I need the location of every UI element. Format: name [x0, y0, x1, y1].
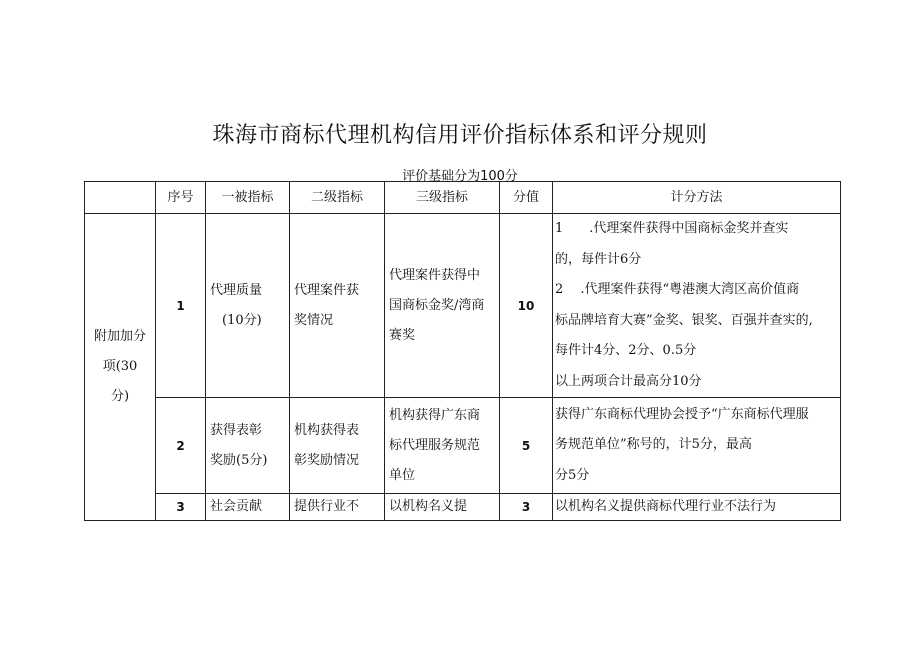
level1-cell: 社会贡献: [206, 494, 290, 521]
score-cell: 5: [500, 398, 553, 494]
method-line: 获得广东商标代理协会授予“广东商标代理服: [555, 406, 809, 422]
level3-cell: [385, 214, 500, 398]
header-method: 计分方法: [553, 182, 841, 214]
level1-line1: 获得表彰: [210, 422, 263, 438]
level2-line2: 彰奖励情况: [294, 452, 360, 468]
level1-line2: (10分): [222, 312, 262, 328]
method-line: 每件计4分、2分、0.5分: [555, 343, 697, 358]
level3-line3: 单位: [389, 467, 416, 483]
level2-cell: [290, 398, 385, 494]
level1-cell: [206, 214, 290, 398]
header-seq: 序号: [156, 182, 206, 214]
group-cell: [85, 214, 156, 521]
seq-cell: 2: [156, 398, 206, 494]
header-score: 分值: [500, 182, 553, 214]
group-label-line1: 附加加分: [93, 329, 146, 344]
level3-line2: 标代理服务规范: [389, 437, 481, 453]
group-label-line3: 分): [110, 389, 130, 404]
page-title: 珠海市商标代理机构信用评价指标体系和评分规则: [212, 123, 708, 148]
level1-cell: [206, 398, 290, 494]
method-line: 的，每件计6分: [555, 251, 642, 267]
level3-cell: [385, 398, 500, 494]
level2-line1: 代理案件获: [294, 282, 360, 298]
level2-line2: 奖情况: [294, 312, 334, 328]
group-label-line2: 项(30: [102, 359, 138, 374]
method-line: 分5分: [555, 467, 590, 483]
table-row: [85, 214, 841, 398]
table-row: [85, 398, 841, 494]
method-line: 以上两项合计最高分10分: [555, 373, 702, 389]
header-level3: 三级指标: [385, 182, 500, 214]
level2-line1: 机构获得表: [294, 422, 360, 438]
header-blank: [85, 182, 156, 214]
level1-line2: 奖励(5分): [210, 452, 268, 468]
seq-cell: 1: [156, 214, 206, 398]
level3-line2: 国商标金奖/湾商: [389, 297, 485, 313]
header-row: [85, 182, 841, 214]
score-cell: 10: [500, 214, 553, 398]
score-cell: 3: [500, 494, 553, 521]
header-level2: 二级指标: [290, 182, 385, 214]
method-cell: [553, 398, 841, 494]
level2-cell: 提供行业不: [290, 494, 385, 521]
level3-line1: 机构获得广东商: [389, 407, 481, 423]
base-score-subtitle: 评价基础分为100分: [402, 169, 518, 184]
level3-line1: 代理案件获得中: [389, 267, 481, 283]
seq-cell: 3: [156, 494, 206, 521]
level1-line1: 代理质量: [210, 282, 263, 298]
level2-cell: [290, 214, 385, 398]
method-line: 2 .代理案件获得“粤港澳大湾区高价值商: [555, 282, 800, 297]
method-line: 标品牌培育大赛”金奖、银奖、百强并查实的,: [555, 312, 813, 328]
table-row: [85, 494, 841, 521]
level3-line3: 赛奖: [389, 327, 416, 343]
header-level1: 一被指标: [206, 182, 290, 214]
method-cell: [553, 214, 841, 398]
method-line: 1 .代理案件获得中国商标金奖并查实: [555, 221, 789, 236]
method-cell: 以机构名义提供商标代理行业不法行为: [553, 494, 841, 521]
scoring-table: [84, 181, 841, 521]
level3-cell: 以机构名义提: [385, 494, 500, 521]
method-line: 务规范单位”称号的，计5分，最高: [555, 437, 752, 453]
